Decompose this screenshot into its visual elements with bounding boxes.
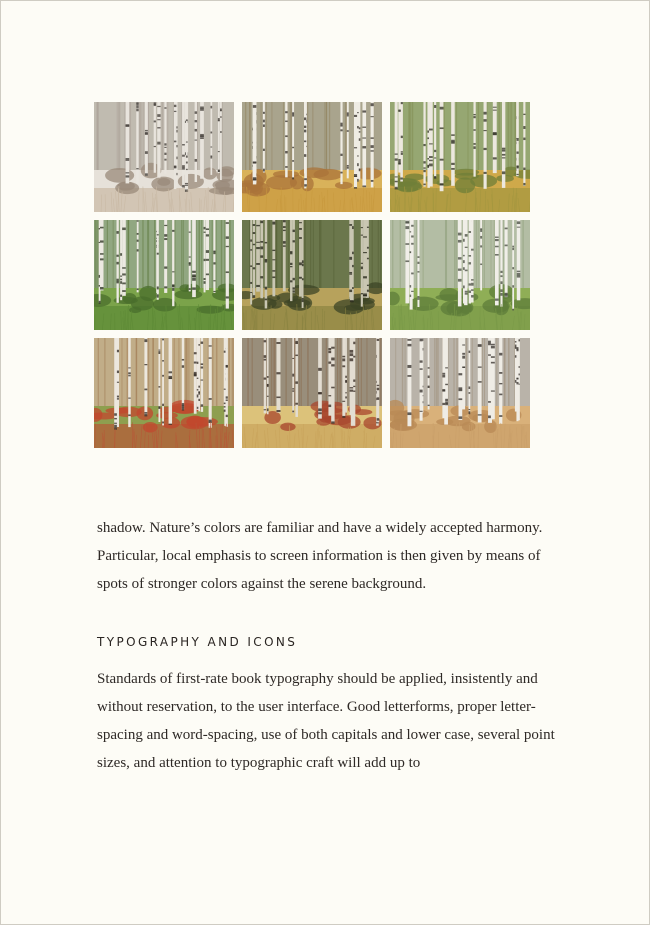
photo-birch-red-shrubs [94, 338, 234, 448]
paragraph-typography: Standards of first-rate book typography should be applied, insistently and without reservation, to the user interface. Good letterforms, proper letter-spacing and word-spacing, use of both capitals and lower case, several point sizes, and attention to typographic craft will add up to [97, 671, 555, 771]
paragraph-nature-colors: shadow. Nature’s colors are familiar and have a widely accepted harmony. Particular, local emphasis to screen information is then given by means of spots of stronger colors against the serene background. [97, 520, 543, 592]
photo-birch-red-golden [242, 338, 382, 448]
photo-grid [94, 102, 530, 448]
photo-birch-dark-forest [242, 220, 382, 330]
photo-birch-green-shrubs [94, 220, 234, 330]
photo-birch-green-yellow [390, 102, 530, 212]
photo-birch-golden-grass [242, 102, 382, 212]
photo-birch-meadow [390, 220, 530, 330]
section-heading: TYPOGRAPHY AND ICONS [97, 635, 298, 649]
photo-birch-snow [94, 102, 234, 212]
photo-birch-tan-grass [390, 338, 530, 448]
